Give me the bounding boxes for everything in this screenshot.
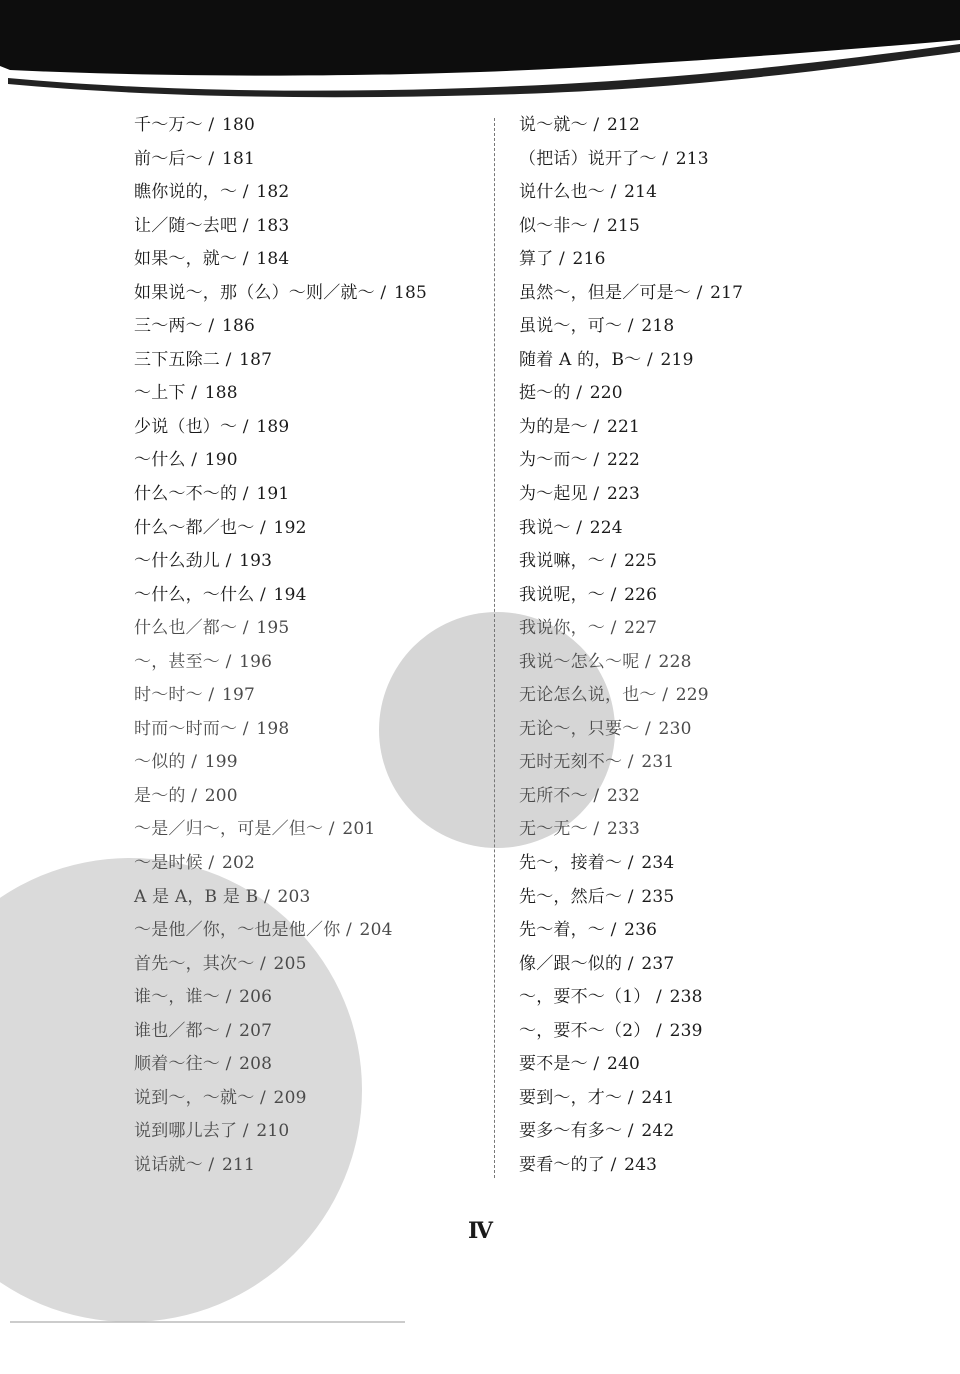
entry-separator: / xyxy=(220,1020,238,1041)
entry-page-number: 242 xyxy=(641,1121,675,1142)
entry-separator: / xyxy=(553,249,571,270)
index-entry xyxy=(134,780,474,814)
entry-page-number: 235 xyxy=(641,886,675,907)
index-entry xyxy=(519,545,919,579)
entry-page-number: 204 xyxy=(359,920,393,941)
entry-page-number: 224 xyxy=(589,517,623,538)
entry-separator: / xyxy=(656,685,674,706)
index-entry xyxy=(519,478,919,512)
index-entry xyxy=(519,210,919,244)
entry-page-number: 219 xyxy=(660,349,694,370)
entry-separator: / xyxy=(622,886,640,907)
index-entry xyxy=(134,881,474,915)
entry-separator: / xyxy=(622,1087,640,1108)
entry-separator: / xyxy=(220,987,238,1008)
entry-separator: / xyxy=(605,1154,623,1175)
entry-separator: / xyxy=(185,383,203,404)
entry-page-number: 205 xyxy=(273,953,307,974)
entry-page-number: 230 xyxy=(658,718,692,739)
index-entry xyxy=(134,210,474,244)
index-entry xyxy=(134,310,474,344)
entry-page-number: 214 xyxy=(624,182,658,203)
entry-page-number: 237 xyxy=(641,953,675,974)
entry-text: 什么～都／也～ xyxy=(134,517,255,538)
index-entry xyxy=(134,847,474,881)
entry-separator: / xyxy=(254,1087,272,1108)
index-entry xyxy=(519,344,919,378)
index-entry xyxy=(134,243,474,277)
entry-page-number: 183 xyxy=(256,215,290,236)
entry-page-number: 200 xyxy=(204,785,238,806)
entry-text: 我说呢，～ xyxy=(519,584,605,605)
entry-page-number: 234 xyxy=(641,853,675,874)
entry-text: 先～着，～ xyxy=(519,920,605,941)
entry-page-number: 228 xyxy=(658,651,692,672)
entry-separator: / xyxy=(587,450,605,471)
index-entry xyxy=(519,1082,919,1116)
entry-text: 为的是～ xyxy=(519,416,588,437)
page-folio: Ⅳ xyxy=(468,1218,492,1244)
entry-page-number: 217 xyxy=(710,282,744,303)
entry-separator: / xyxy=(587,115,605,135)
entry-separator: / xyxy=(570,383,588,404)
index-entry xyxy=(519,881,919,915)
entry-page-number: 199 xyxy=(204,752,238,773)
entry-separator: / xyxy=(587,484,605,505)
entry-text: ～是他／你，～也是他／你 xyxy=(134,920,341,941)
index-entry xyxy=(134,109,474,143)
index-entry xyxy=(134,981,474,1015)
entry-text: 我说～ xyxy=(519,517,571,538)
entry-page-number: 223 xyxy=(606,484,641,505)
entry-text: ～什么 xyxy=(134,450,186,471)
entry-page-number: 203 xyxy=(277,886,311,907)
entry-text: ～是／归～，可是／但～ xyxy=(134,819,324,840)
index-entry xyxy=(519,1149,919,1183)
index-entry xyxy=(519,377,919,411)
entry-separator: / xyxy=(605,182,623,203)
entry-separator: / xyxy=(185,450,203,471)
entry-separator: / xyxy=(622,316,640,337)
index-entry xyxy=(519,444,919,478)
index-entry xyxy=(519,646,919,680)
index-entry xyxy=(134,948,474,982)
index-entry xyxy=(134,1149,474,1183)
entry-page-number: 238 xyxy=(669,987,703,1008)
entry-text: 要到～，才～ xyxy=(519,1087,623,1108)
index-entry xyxy=(519,780,919,814)
index-entry xyxy=(519,512,919,546)
entry-text: ～，要不～（1） xyxy=(519,987,651,1008)
index-entry xyxy=(519,143,919,177)
entry-page-number: 229 xyxy=(675,685,709,706)
entry-page-number: 186 xyxy=(221,316,256,337)
entry-separator: / xyxy=(202,148,220,169)
entry-text: ～似的 xyxy=(134,752,186,773)
left-index-column xyxy=(134,109,474,1183)
entry-text: 前～后～ xyxy=(134,148,203,169)
entry-page-number: 191 xyxy=(256,484,290,505)
entry-separator: / xyxy=(237,484,255,505)
index-entry xyxy=(134,143,474,177)
entry-page-number: 208 xyxy=(239,1054,273,1075)
entry-page-number: 240 xyxy=(606,1054,641,1075)
index-entry xyxy=(519,847,919,881)
entry-page-number: 220 xyxy=(589,383,623,404)
entry-text: 要看～的了 xyxy=(519,1154,605,1175)
entry-text: ～，甚至～ xyxy=(134,651,220,672)
entry-page-number: 231 xyxy=(641,752,675,773)
index-entry xyxy=(134,612,474,646)
entry-page-number: 196 xyxy=(239,651,273,672)
entry-page-number: 194 xyxy=(273,584,307,605)
entry-text: 虽然～，但是／可是～ xyxy=(519,282,691,303)
entry-separator: / xyxy=(220,551,238,572)
entry-page-number: 189 xyxy=(256,416,290,437)
entry-page-number: 184 xyxy=(256,249,290,270)
entry-text: 无时无刻不～ xyxy=(519,752,623,773)
entry-separator: / xyxy=(622,1121,640,1142)
entry-text: 三～两～ xyxy=(134,316,203,337)
index-entry xyxy=(519,243,919,277)
index-entry xyxy=(134,478,474,512)
entry-separator: / xyxy=(254,517,272,538)
index-entry xyxy=(519,948,919,982)
entry-separator: / xyxy=(691,282,709,303)
entry-separator: / xyxy=(340,920,358,941)
entry-text: 先～，接着～ xyxy=(519,853,623,874)
entry-separator: / xyxy=(639,651,657,672)
entry-text: 什么也／都～ xyxy=(134,618,238,639)
index-entry xyxy=(134,713,474,747)
entry-separator: / xyxy=(587,785,605,806)
entry-separator: / xyxy=(258,886,276,907)
entry-text: 瞧你说的，～ xyxy=(134,182,238,203)
entry-separator: / xyxy=(237,718,255,739)
entry-separator: / xyxy=(605,920,623,941)
entry-separator: / xyxy=(639,718,657,739)
entry-page-number: 227 xyxy=(624,618,658,639)
entry-page-number: 215 xyxy=(606,215,641,236)
index-entry xyxy=(519,411,919,445)
entry-page-number: 236 xyxy=(624,920,658,941)
entry-page-number: 188 xyxy=(204,383,238,404)
index-entry xyxy=(519,1115,919,1149)
index-entry xyxy=(134,377,474,411)
entry-page-number: 192 xyxy=(273,517,307,538)
index-entry xyxy=(134,746,474,780)
entry-separator: / xyxy=(605,584,623,605)
entry-separator: / xyxy=(254,584,272,605)
entry-separator: / xyxy=(650,1020,668,1041)
entry-text: 如果～，就～ xyxy=(134,249,238,270)
entry-separator: / xyxy=(202,853,220,874)
entry-text: 谁也／都～ xyxy=(134,1020,220,1041)
entry-page-number: 210 xyxy=(256,1121,290,1142)
entry-text: 无论怎么说，也～ xyxy=(519,685,657,706)
index-entry xyxy=(134,344,474,378)
column-divider xyxy=(494,118,495,1178)
entry-page-number: 239 xyxy=(669,1020,703,1041)
index-entry xyxy=(519,679,919,713)
entry-page-number: 222 xyxy=(606,450,641,471)
entry-page-number: 193 xyxy=(239,551,273,572)
entry-page-number: 206 xyxy=(239,987,273,1008)
entry-text: 少说（也）～ xyxy=(134,416,238,437)
index-entry xyxy=(519,1015,919,1049)
entry-text: 时而～时而～ xyxy=(134,718,238,739)
entry-separator: / xyxy=(185,785,203,806)
index-entry xyxy=(134,444,474,478)
entry-text: 说～就～ xyxy=(519,115,588,135)
index-entry xyxy=(134,914,474,948)
index-entry xyxy=(134,411,474,445)
entry-text: 为～起见 xyxy=(519,484,588,505)
entry-page-number: 211 xyxy=(221,1154,256,1175)
entry-text: 是～的 xyxy=(134,785,186,806)
entry-separator: / xyxy=(605,551,623,572)
entry-text: 时～时～ xyxy=(134,685,203,706)
entry-text: 无论～，只要～ xyxy=(519,718,640,739)
index-entry xyxy=(519,981,919,1015)
entry-text: 为～而～ xyxy=(519,450,588,471)
entry-separator: / xyxy=(237,182,255,203)
entry-separator: / xyxy=(220,349,238,370)
entry-page-number: 185 xyxy=(393,282,428,303)
entry-page-number: 202 xyxy=(221,853,256,874)
entry-text: 算了 xyxy=(519,249,554,270)
entry-separator: / xyxy=(237,249,255,270)
entry-text: ～，要不～（2） xyxy=(519,1020,651,1041)
entry-text: 说到～，～就～ xyxy=(134,1087,255,1108)
entry-separator: / xyxy=(570,517,588,538)
entry-text: ～是时候 xyxy=(134,853,203,874)
entry-text: 虽说～，可～ xyxy=(519,316,623,337)
entry-page-number: 213 xyxy=(675,148,709,169)
index-entry xyxy=(134,277,474,311)
entry-text: 谁～，谁～ xyxy=(134,987,220,1008)
entry-page-number: 243 xyxy=(624,1154,658,1175)
entry-text: 说到哪儿去了 xyxy=(134,1121,238,1142)
entry-text: ～上下 xyxy=(134,383,186,404)
entry-text: A 是 A，B 是 B xyxy=(134,886,259,907)
entry-page-number: 218 xyxy=(641,316,675,337)
entry-separator: / xyxy=(220,651,238,672)
index-entry xyxy=(134,1048,474,1082)
entry-separator: / xyxy=(237,618,255,639)
entry-separator: / xyxy=(202,316,220,337)
entry-separator: / xyxy=(641,349,659,370)
entry-page-number: 182 xyxy=(256,182,290,203)
entry-text: 像／跟～似的 xyxy=(519,953,623,974)
entry-text: 说话就～ xyxy=(134,1154,203,1175)
index-entry xyxy=(519,579,919,613)
entry-text: 我说嘛，～ xyxy=(519,551,605,572)
index-entry xyxy=(519,713,919,747)
entry-separator: / xyxy=(202,115,220,135)
entry-separator: / xyxy=(185,752,203,773)
index-entry xyxy=(134,1115,474,1149)
index-entry xyxy=(134,1015,474,1049)
entry-page-number: 241 xyxy=(641,1087,675,1108)
entry-text: 无所不～ xyxy=(519,785,588,806)
index-entry xyxy=(519,914,919,948)
index-entry xyxy=(519,310,919,344)
index-entry xyxy=(134,646,474,680)
entry-separator: / xyxy=(374,282,392,303)
entry-text: 无～无～ xyxy=(519,819,588,840)
entry-text: 如果说～，那（么）～则／就～ xyxy=(134,282,375,303)
entry-text: 随着 A 的，B～ xyxy=(519,349,642,370)
entry-text: 我说你，～ xyxy=(519,618,605,639)
entry-text: 什么～不～的 xyxy=(134,484,238,505)
entry-page-number: 212 xyxy=(606,115,641,135)
entry-page-number: 201 xyxy=(342,819,376,840)
index-entry xyxy=(134,512,474,546)
entry-text: 千～万～ xyxy=(134,115,203,135)
entry-separator: / xyxy=(323,819,341,840)
entry-page-number: 226 xyxy=(624,584,658,605)
entry-separator: / xyxy=(237,1121,255,1142)
index-entry xyxy=(134,176,474,210)
entry-text: 顺着～往～ xyxy=(134,1054,220,1075)
entry-separator: / xyxy=(587,819,605,840)
entry-page-number: 216 xyxy=(572,249,606,270)
entry-separator: / xyxy=(587,215,605,236)
entry-text: 要不是～ xyxy=(519,1054,588,1075)
entry-text: ～什么，～什么 xyxy=(134,584,255,605)
entry-page-number: 187 xyxy=(239,349,273,370)
entry-separator: / xyxy=(237,215,255,236)
index-entry xyxy=(519,109,919,143)
entry-page-number: 197 xyxy=(221,685,256,706)
index-entry xyxy=(134,813,474,847)
entry-separator: / xyxy=(587,1054,605,1075)
entry-text: 挺～的 xyxy=(519,383,571,404)
index-entry xyxy=(134,579,474,613)
entry-text: 让／随～去吧 xyxy=(134,215,238,236)
entry-page-number: 221 xyxy=(606,416,641,437)
index-entry xyxy=(519,612,919,646)
entry-text: 说什么也～ xyxy=(519,182,605,203)
entry-page-number: 207 xyxy=(239,1020,273,1041)
entry-separator: / xyxy=(220,1054,238,1075)
index-entry xyxy=(519,813,919,847)
entry-separator: / xyxy=(622,953,640,974)
entry-separator: / xyxy=(254,953,272,974)
entry-separator: / xyxy=(622,752,640,773)
entry-page-number: 225 xyxy=(624,551,658,572)
entry-text: 似～非～ xyxy=(519,215,588,236)
entry-page-number: 233 xyxy=(606,819,641,840)
right-index-column xyxy=(519,109,919,1183)
entry-text: 要多～有多～ xyxy=(519,1121,623,1142)
entry-separator: / xyxy=(605,618,623,639)
entry-text: 我说～怎么～呢 xyxy=(519,651,640,672)
entry-page-number: 190 xyxy=(204,450,238,471)
index-entry xyxy=(519,746,919,780)
entry-separator: / xyxy=(237,416,255,437)
entry-page-number: 195 xyxy=(256,618,290,639)
entry-text: ～什么劲儿 xyxy=(134,551,220,572)
index-entry xyxy=(134,679,474,713)
entry-text: 先～，然后～ xyxy=(519,886,623,907)
entry-separator: / xyxy=(650,987,668,1008)
entry-text: 三下五除二 xyxy=(134,349,220,370)
index-entry xyxy=(519,176,919,210)
index-entry xyxy=(519,1048,919,1082)
entry-page-number: 180 xyxy=(221,115,256,135)
index-entry xyxy=(519,277,919,311)
entry-separator: / xyxy=(587,416,605,437)
entry-page-number: 198 xyxy=(256,718,290,739)
entry-text: 首先～，其次～ xyxy=(134,953,255,974)
entry-page-number: 181 xyxy=(221,148,256,169)
entry-separator: / xyxy=(202,1154,220,1175)
entry-separator: / xyxy=(656,148,674,169)
entry-text: （把话）说开了～ xyxy=(519,148,657,169)
entry-page-number: 232 xyxy=(606,785,641,806)
index-entry xyxy=(134,545,474,579)
entry-separator: / xyxy=(202,685,220,706)
index-entry xyxy=(134,1082,474,1116)
entry-page-number: 209 xyxy=(273,1087,307,1108)
entry-separator: / xyxy=(622,853,640,874)
